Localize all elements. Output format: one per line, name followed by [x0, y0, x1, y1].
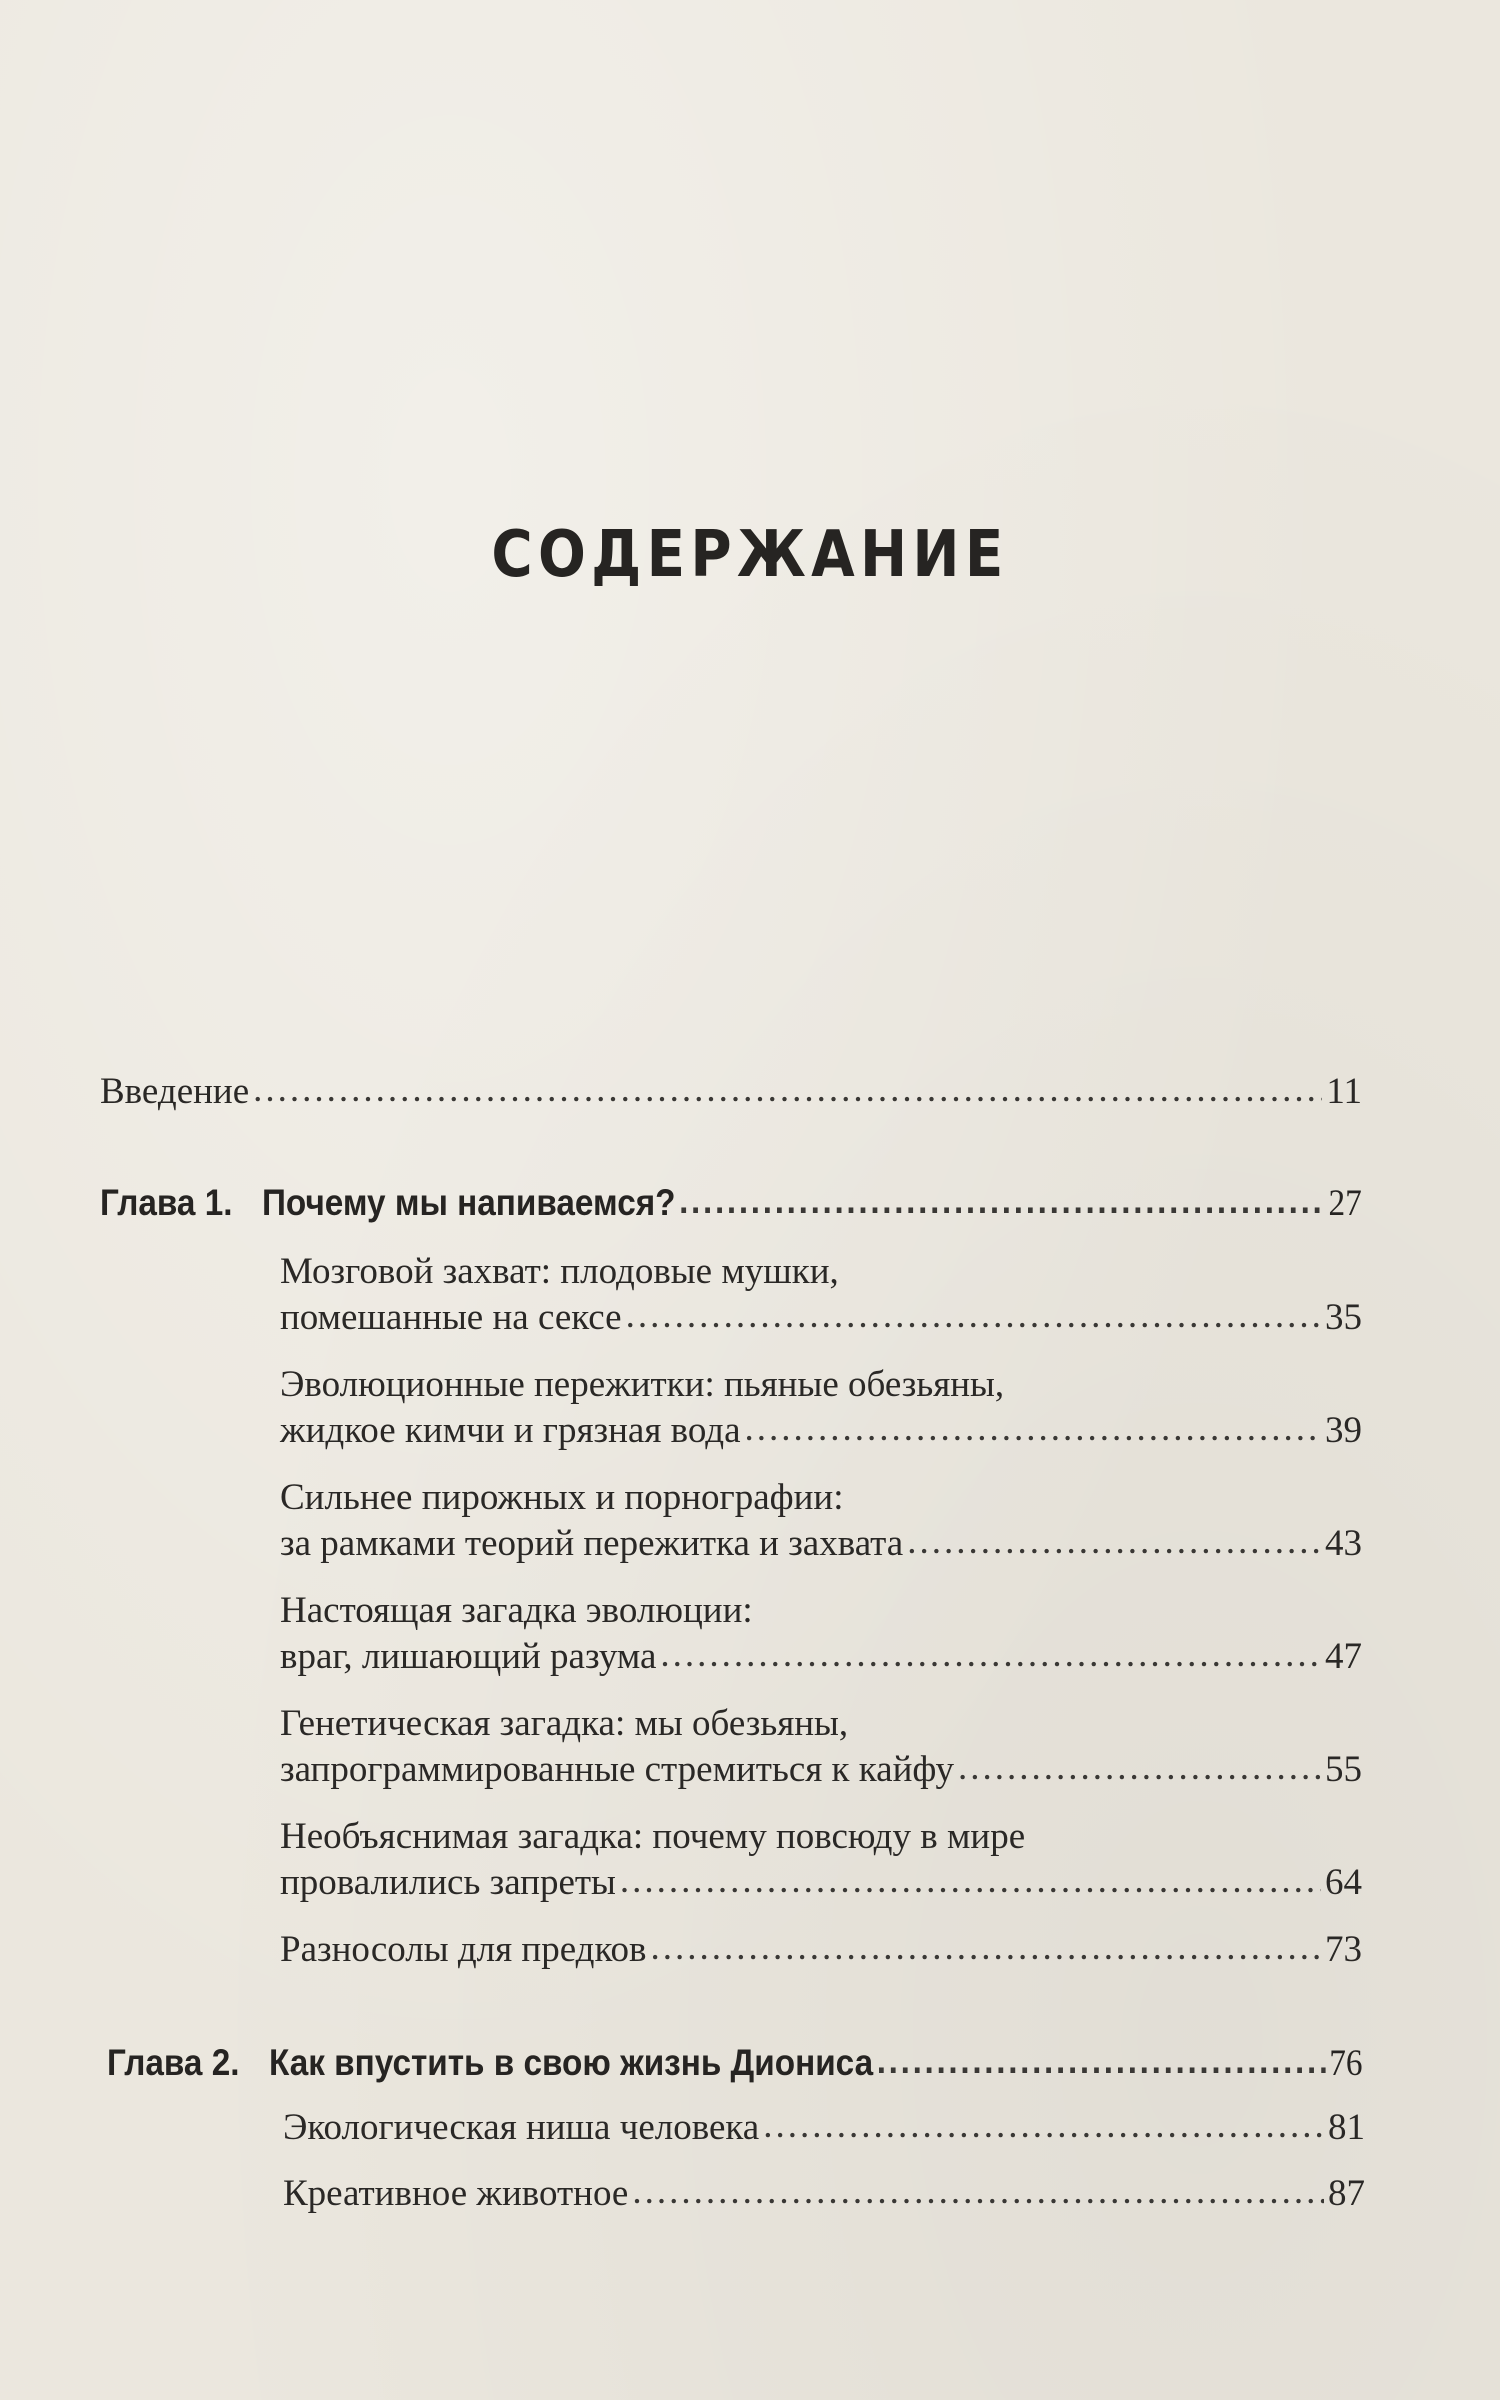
dot-leader	[958, 1746, 1321, 1789]
chapter-title: Как впустить в свою жизнь Диониса	[269, 2042, 874, 2083]
dot-leader	[626, 1294, 1321, 1337]
dot-leader	[651, 1926, 1321, 1969]
toc-entry-intro[interactable]	[100, 1070, 1362, 1113]
chapter-title: Почему мы напиваемся?	[262, 1182, 676, 1223]
page-number: 35	[1325, 1297, 1362, 1338]
section-title-line: Настоящая загадка эволюции:	[280, 1590, 753, 1631]
page-number: 87	[1328, 2173, 1365, 2214]
toc-section[interactable]	[280, 1861, 1362, 1904]
page-number: 76	[1329, 2043, 1363, 2084]
toc-section[interactable]	[283, 2172, 1365, 2215]
section-title-line: Генетическая загадка: мы обезьяны,	[280, 1703, 849, 1744]
page-number: 73	[1325, 1929, 1362, 1970]
section-title-line: Необъяснимая загадка: почему повсюду в мире	[280, 1816, 1026, 1857]
page-number: 11	[1326, 1071, 1362, 1112]
section-title-line: помешанные на сексе	[280, 1297, 622, 1338]
section-title-line: Экологическая ниша человека	[283, 2107, 760, 2148]
page-number: 64	[1325, 1862, 1362, 1903]
section-title-line: Креативное животное	[283, 2173, 629, 2214]
dot-leader	[763, 2104, 1324, 2147]
page-number: 81	[1328, 2107, 1365, 2148]
toc-section[interactable]	[280, 1296, 1362, 1339]
section-title-line: жидкое кимчи и грязная вода	[280, 1410, 741, 1451]
toc-section[interactable]	[280, 1928, 1362, 1971]
section-title-line: провалились запреты	[280, 1862, 616, 1903]
page-number: 55	[1325, 1749, 1362, 1790]
dot-leader	[660, 1633, 1321, 1676]
dot-leader	[907, 1520, 1321, 1563]
dot-leader	[620, 1859, 1321, 1902]
dot-leader	[253, 1068, 1322, 1111]
toc-chapter-2[interactable]	[107, 2042, 1363, 2085]
toc-section[interactable]	[280, 1522, 1362, 1565]
section-title-line: враг, лишающий разума	[280, 1636, 657, 1677]
toc-section[interactable]	[283, 2106, 1365, 2149]
section-title-line: Мозговой захват: плодовые мушки,	[280, 1251, 839, 1292]
chapter-label: Глава 1.	[100, 1182, 233, 1223]
chapter-heading	[107, 2042, 873, 2084]
toc-section[interactable]	[280, 1635, 1362, 1678]
section-title-line: запрограммированные стремиться к кайфу	[280, 1749, 954, 1790]
toc-section[interactable]	[280, 1409, 1362, 1452]
dot-leader	[877, 2040, 1326, 2082]
dot-leader	[632, 2170, 1324, 2213]
section-title-line: Сильнее пирожных и порнографии:	[280, 1477, 844, 1518]
chapter-heading	[100, 1182, 675, 1224]
section-title-line: Эволюционные пережитки: пьяные обезьяны,	[280, 1364, 1005, 1405]
dot-leader	[745, 1407, 1321, 1450]
page-number: 43	[1325, 1523, 1362, 1564]
page-number: 47	[1325, 1636, 1362, 1677]
toc-chapter-1[interactable]	[100, 1182, 1362, 1225]
toc-section[interactable]	[280, 1748, 1362, 1791]
section-title-line: за рамками теорий пережитка и захвата	[280, 1523, 904, 1564]
dot-leader	[679, 1180, 1325, 1222]
page-title: СОДЕРЖАНИЕ	[491, 518, 1009, 592]
page-number: 39	[1325, 1410, 1362, 1451]
toc-entry-title: Введение	[100, 1071, 250, 1112]
page-number: 27	[1328, 1183, 1362, 1224]
section-title-line: Разносолы для предков	[280, 1929, 647, 1970]
chapter-label: Глава 2.	[107, 2042, 240, 2083]
